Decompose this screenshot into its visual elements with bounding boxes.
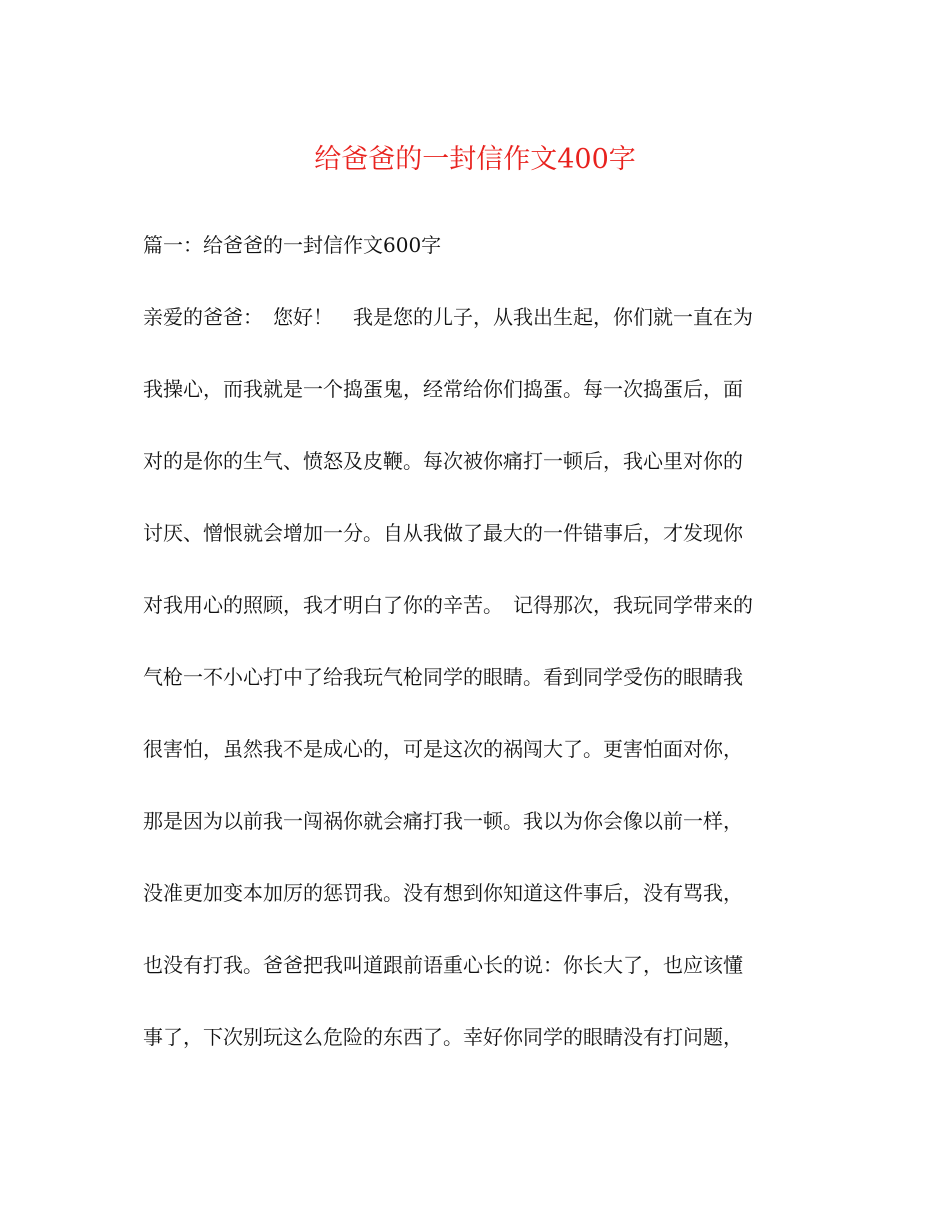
body-line: 亲爱的爸爸： 您好！ 我是您的儿子，从我出生起，你们就一直在为	[143, 305, 753, 329]
body-line: 事了，下次别玩这么危险的东西了。幸好你同学的眼睛没有打问题，	[143, 1025, 743, 1049]
body-line: 很害怕，虽然我不是成心的，可是这次的祸闯大了。更害怕面对你，	[143, 737, 743, 761]
body-line: 那是因为以前我一闯祸你就会痛打我一顿。我以为你会像以前一样，	[143, 809, 743, 833]
section-heading: 篇一：给爸爸的一封信作文600字	[143, 233, 442, 257]
document-title: 给爸爸的一封信作文400字	[314, 144, 636, 175]
body-line: 没准更加变本加厉的惩罚我。没有想到你知道这件事后，没有骂我，	[143, 881, 743, 905]
body-line: 对的是你的生气、愤怒及皮鞭。每次被你痛打一顿后，我心里对你的	[143, 449, 743, 473]
body-line: 对我用心的照顾，我才明白了你的辛苦。 记得那次，我玩同学带来的	[143, 593, 753, 617]
body-line: 讨厌、憎恨就会增加一分。自从我做了最大的一件错事后，才发现你	[143, 521, 743, 545]
body-line: 也没有打我。爸爸把我叫道跟前语重心长的说：你长大了，也应该懂	[143, 953, 743, 977]
body-line: 我操心，而我就是一个捣蛋鬼，经常给你们捣蛋。每一次捣蛋后，面	[143, 377, 743, 401]
body-line: 气枪一不小心打中了给我玩气枪同学的眼睛。看到同学受伤的眼睛我	[143, 665, 743, 689]
